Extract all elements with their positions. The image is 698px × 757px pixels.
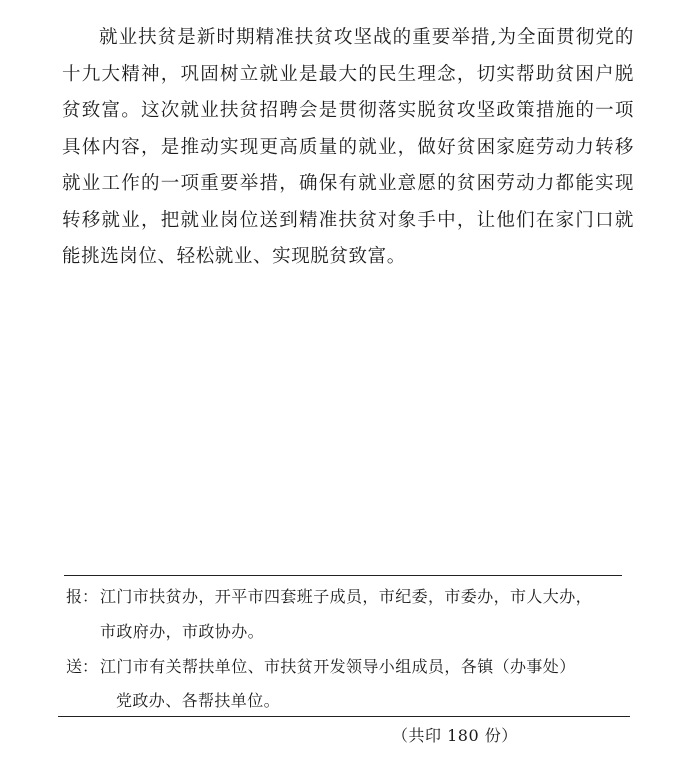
print-count: （共印 180 份） [392, 726, 518, 745]
send-recipients-line2: 党政办、各帮扶单位。 [116, 691, 281, 710]
distribution-top-rule [64, 575, 622, 576]
report-recipients-line1: 江门市扶贫办，开平市四套班子成员，市纪委，市委办，市人大办， [100, 587, 593, 606]
send-recipients-line1: 江门市有关帮扶单位、市扶贫开发领导小组成员，各镇（办事处） [100, 657, 576, 676]
body-paragraph: 就业扶贫是新时期精准扶贫攻坚战的重要举措,为全面贯彻党的十九大精神，巩固树立就业是最大的民生理念，切实帮助贫困户脱贫致富。这次就业扶贫招聘会是贯彻落实脱贫攻坚政策措施的一项具体内容，是推动实现更高质量的就业，做好贫困家庭劳动力转移就业工作的一项重要举措，确保有就业意愿的贫困劳动力都能实现转移就业，把就业岗位送到精准扶贫对象手中，让他们在家门口就能挑选岗位、轻松就业、实现脱贫致富。 [62, 27, 634, 267]
report-label: 报： [66, 587, 99, 606]
send-label: 送： [66, 657, 99, 676]
distribution-bottom-rule [58, 716, 630, 717]
report-recipients-line2: 市政府办，市政协办。 [100, 622, 265, 641]
